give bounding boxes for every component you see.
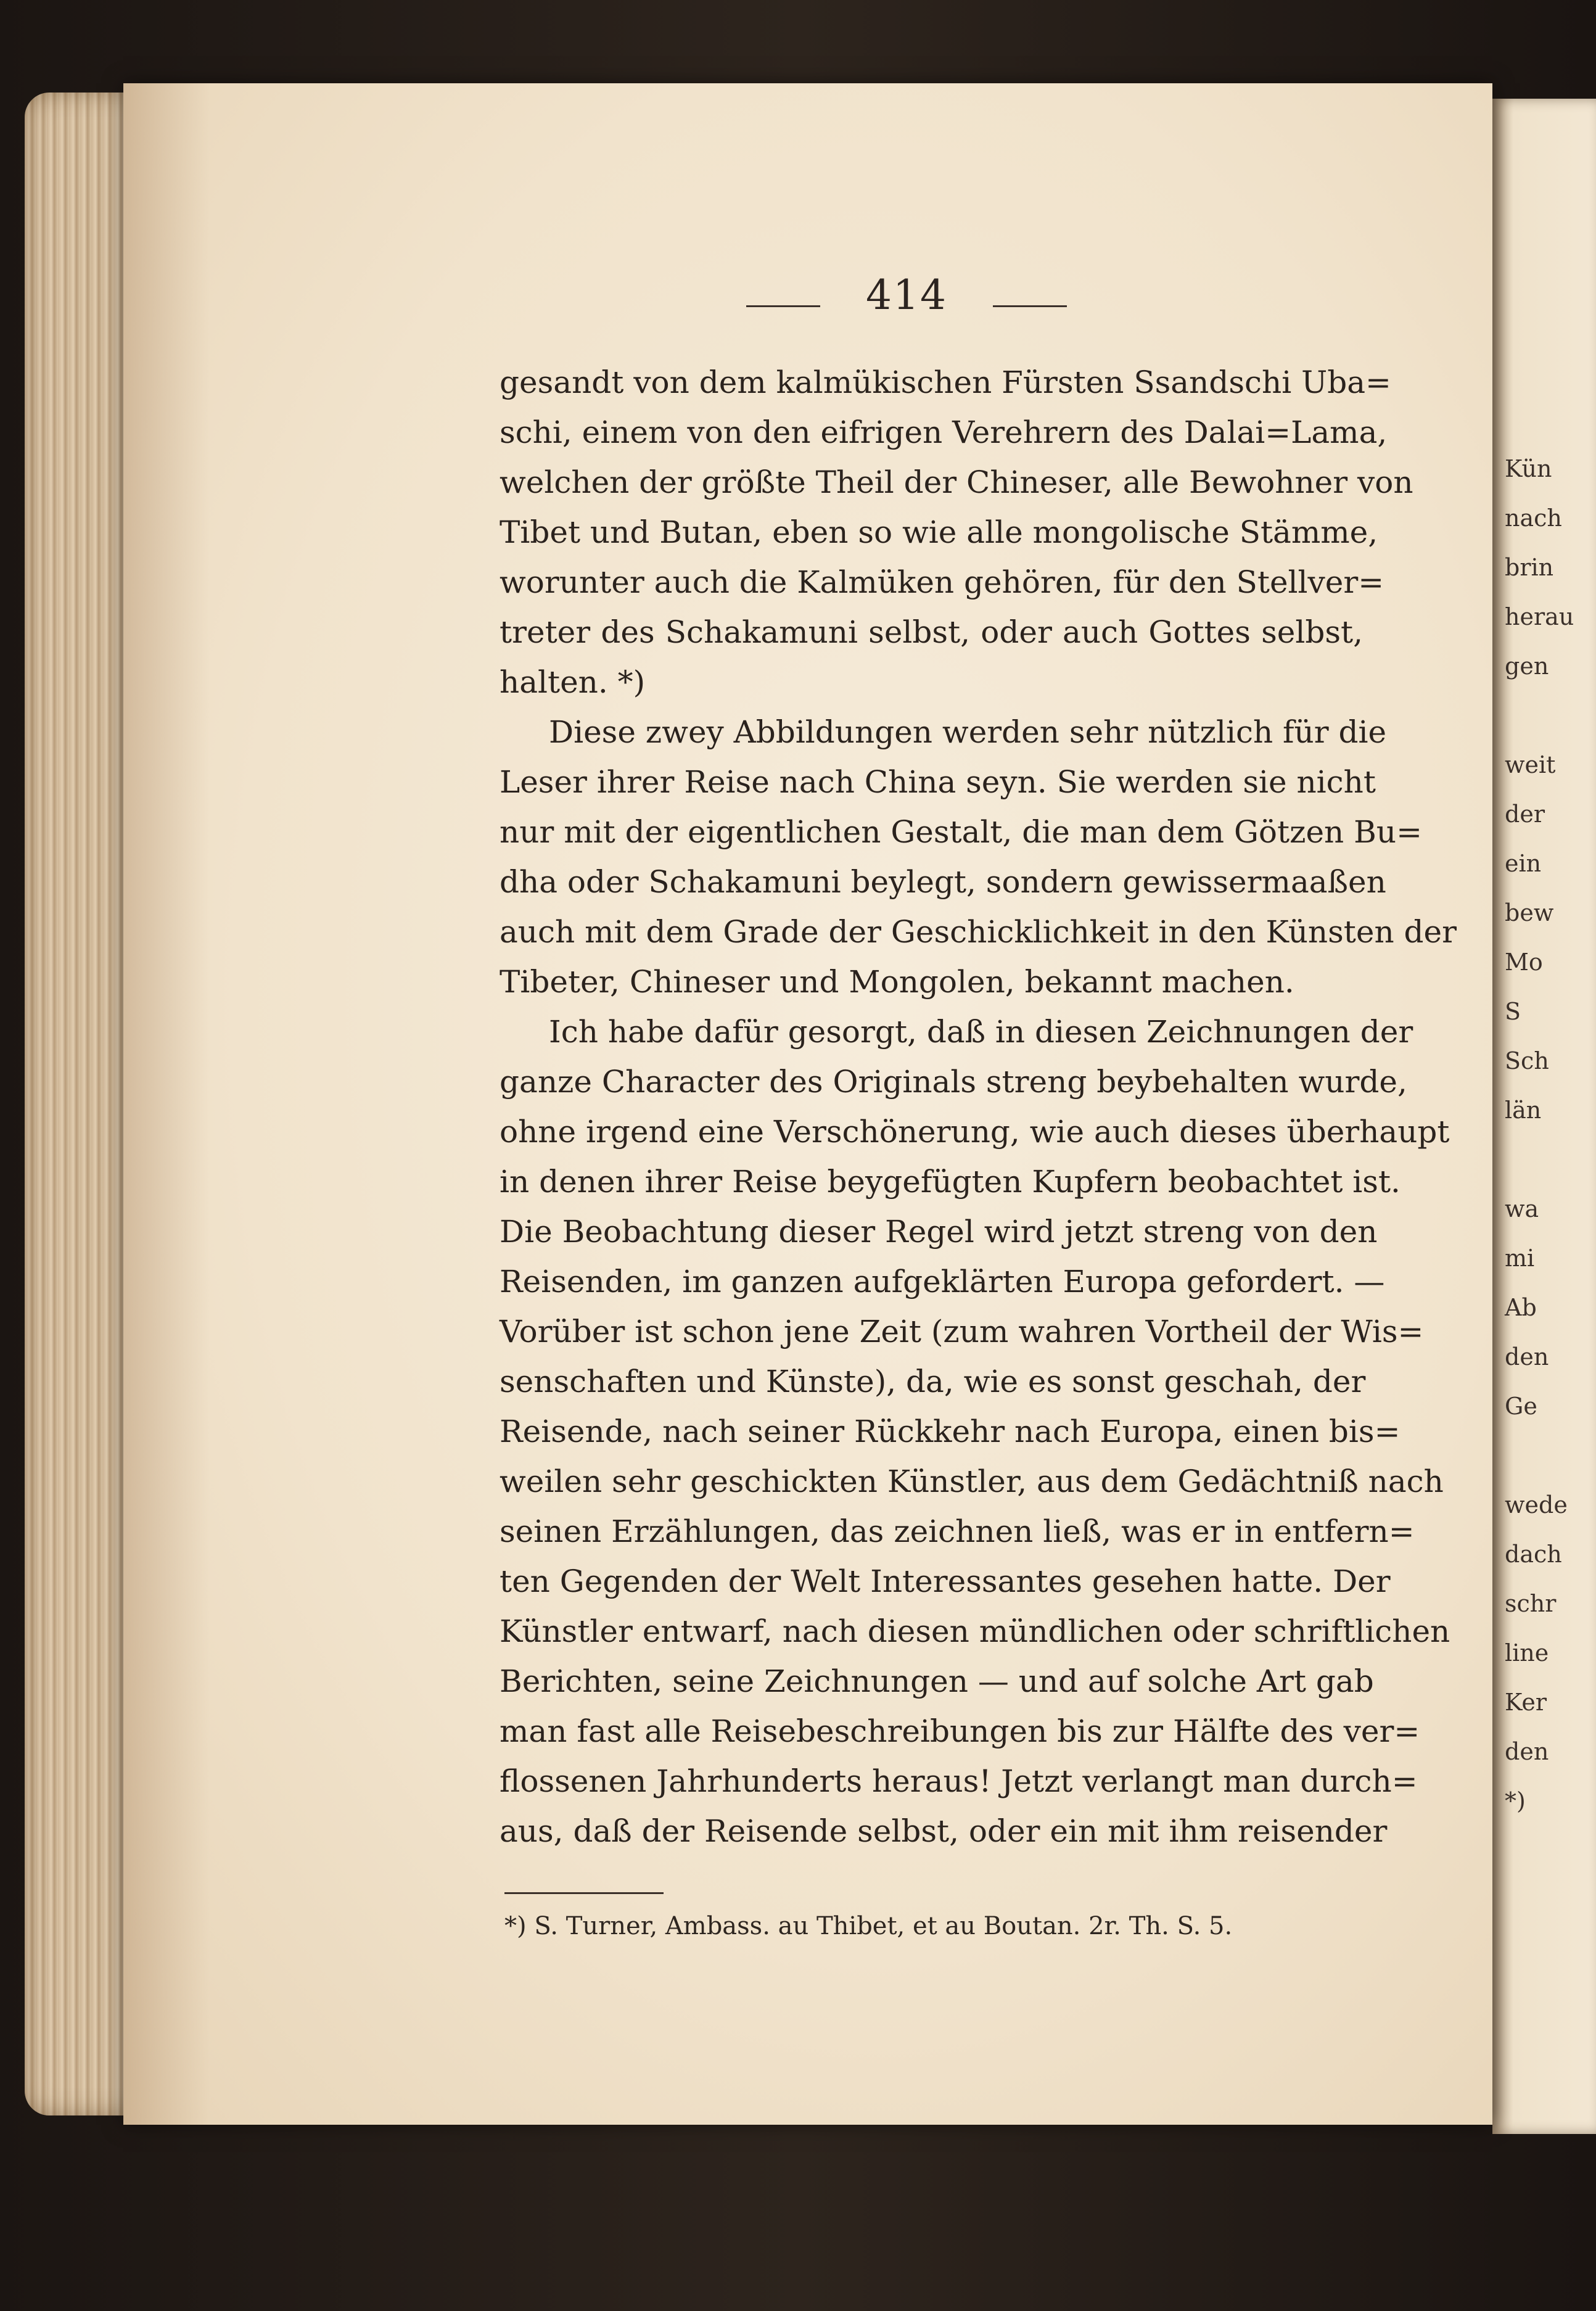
page-number: 414 (866, 271, 947, 319)
body-text (500, 358, 1457, 1856)
margin-line: Ker (1505, 1689, 1547, 1716)
text-line: gesandt von dem kalmükischen Fürsten Ssandschi Uba= (500, 365, 1391, 400)
text-line: Tibeter, Chineser und Mongolen, bekannt machen. (500, 964, 1294, 1000)
margin-line: Ge (1505, 1393, 1537, 1420)
margin-line (1505, 1135, 1596, 1184)
text-line: worunter auch die Kalmüken gehören, für den Stellver= (500, 564, 1384, 600)
text-line: treter des Schakamuni selbst, oder auch Gottes selbst, (500, 614, 1363, 650)
margin-line: nach (1505, 505, 1562, 532)
text-line: Die Beobachtung dieser Regel wird jetzt streng von den (500, 1214, 1378, 1250)
margin-line: der (1505, 801, 1545, 828)
margin-line: weit (1505, 751, 1556, 778)
margin-line (1505, 1431, 1596, 1480)
margin-line: Ab (1505, 1294, 1537, 1321)
text-line: Vorüber ist schon jene Zeit (zum wahren Vortheil der Wis= (500, 1314, 1424, 1349)
margin-line: Kün (1505, 455, 1552, 482)
margin-line: Mo (1505, 949, 1543, 976)
margin-line: herau (1505, 603, 1574, 630)
text-line: Künstler entwarf, nach diesen mündlichen oder schriftlichen (500, 1613, 1450, 1649)
facing-page-fragment (1492, 99, 1596, 2134)
text-line: senschaften und Künste), da, wie es sonst geschah, der (500, 1364, 1366, 1399)
text-line: Diese zwey Abbildungen werden sehr nützlich für die (549, 714, 1387, 750)
margin-line: län (1505, 1097, 1542, 1124)
text-line: ohne irgend eine Verschönerung, wie auch dieses überhaupt (500, 1114, 1450, 1150)
text-line: Reisende, nach seiner Rückkehr nach Europa, einen bis= (500, 1414, 1401, 1449)
text-line: Berichten, seine Zeichnungen — und auf solche Art gab (500, 1663, 1374, 1699)
text-line: man fast alle Reisebeschreibungen bis zur Hälfte des ver= (500, 1713, 1420, 1749)
footnote-rule (504, 1892, 664, 1894)
text-line: Tibet und Butan, eben so wie alle mongolische Stämme, (500, 514, 1378, 550)
margin-text-column (1505, 444, 1596, 1826)
text-line: in denen ihrer Reise beygefügten Kupfern beobachtet ist. (500, 1164, 1401, 1200)
header-rule-right (993, 305, 1067, 307)
margin-line: S (1505, 998, 1521, 1025)
text-line: weilen sehr geschickten Künstler, aus dem Gedächtniß nach (500, 1464, 1444, 1499)
text-line: auch mit dem Grade der Geschicklichkeit in den Künsten der (500, 914, 1457, 950)
margin-line: mi (1505, 1245, 1535, 1272)
text-line: schi, einem von den eifrigen Verehrern des Dalai=Lama, (500, 414, 1388, 450)
margin-line: den (1505, 1343, 1549, 1370)
text-line: nur mit der eigentlichen Gestalt, die man dem Götzen Bu= (500, 814, 1422, 850)
margin-line: wede (1505, 1491, 1568, 1518)
text-line: Ich habe dafür gesorgt, daß in diesen Zeichnungen der (549, 1014, 1413, 1050)
margin-line (1505, 691, 1596, 740)
text-line: Leser ihrer Reise nach China seyn. Sie werden sie nicht (500, 764, 1376, 800)
header-rule-left (746, 305, 820, 307)
margin-line: den (1505, 1738, 1549, 1765)
margin-line: wa (1505, 1195, 1539, 1222)
text-line: Reisenden, im ganzen aufgeklärten Europa gefordert. — (500, 1264, 1385, 1300)
margin-line: Sch (1505, 1047, 1549, 1074)
text-line: ganze Character des Originals streng beybehalten wurde, (500, 1064, 1407, 1100)
text-line: halten. *) (500, 664, 646, 700)
margin-line: gen (1505, 653, 1549, 680)
margin-line: schr (1505, 1590, 1557, 1617)
margin-line: dach (1505, 1541, 1562, 1568)
text-line: ten Gegenden der Welt Interessantes gesehen hatte. Der (500, 1563, 1391, 1599)
text-line: seinen Erzählungen, das zeichnen ließ, was er in entfern= (500, 1514, 1415, 1549)
margin-line: bew (1505, 899, 1554, 926)
text-line: aus, daß der Reisende selbst, oder ein mit ihm reisender (500, 1813, 1388, 1849)
text-line: welchen der größte Theil der Chineser, alle Bewohner von (500, 464, 1413, 500)
margin-line: ein (1505, 850, 1542, 877)
page-header (746, 271, 1067, 327)
text-line: dha oder Schakamuni beylegt, sondern gewissermaaßen (500, 864, 1386, 900)
margin-line: brin (1505, 554, 1554, 581)
footnote: *) S. Turner, Ambass. au Thibet, et au Boutan. 2r. Th. S. 5. (504, 1912, 1233, 1940)
text-line: flossenen Jahrhunderts heraus! Jetzt verlangt man durch= (500, 1763, 1418, 1799)
margin-line: *) (1505, 1787, 1526, 1815)
margin-line: line (1505, 1639, 1549, 1666)
